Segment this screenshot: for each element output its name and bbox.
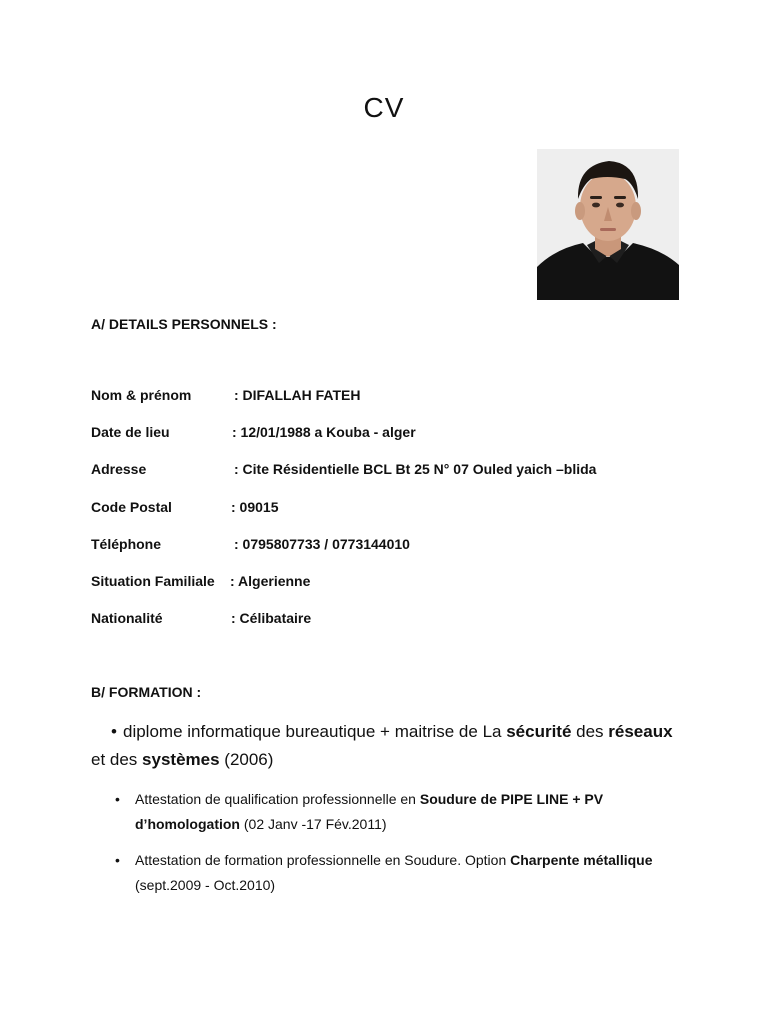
bullet-icon: • [115, 791, 120, 807]
detail-value: : Cite Résidentielle BCL Bt 25 N° 07 Ouled yaich –blida [234, 461, 597, 477]
detail-value: : Célibataire [231, 610, 312, 626]
detail-label: Situation Familiale [91, 573, 215, 589]
formation-text: (2006) [219, 750, 274, 769]
formation-text: Attestation de formation professionnelle en Soudure. Option [135, 852, 511, 868]
formation-item-3 [115, 848, 675, 898]
bullet-icon: • [115, 852, 120, 868]
formation-item-1 [91, 718, 691, 774]
detail-label: Date de lieu [91, 424, 170, 440]
detail-value: : DIFALLAH FATEH [234, 387, 361, 403]
detail-value: : 12/01/1988 a Kouba - alger [232, 424, 416, 440]
detail-value: : 0795807733 / 0773144010 [234, 536, 410, 552]
section-heading-personal-details: A/ DETAILS PERSONNELS : [91, 316, 277, 332]
detail-label: Nom & prénom [91, 387, 192, 403]
formation-bold: réseaux [608, 722, 673, 741]
formation-text: (02 Janv -17 Fév.2011) [239, 816, 387, 832]
formation-text: Attestation de qualification professionnelle en [135, 791, 420, 807]
profile-photo [537, 149, 679, 300]
formation-text: et des [91, 750, 143, 769]
section-heading-formation: B/ FORMATION : [91, 684, 202, 700]
formation-bold: Soudure de PIPE LINE + PV d’homologation [135, 791, 604, 832]
formation-text: (sept.2009 - Oct.2010) [135, 877, 276, 893]
detail-value: : Algerienne [230, 573, 311, 589]
bullet-icon: • [111, 722, 117, 741]
formation-bold: sécurité [506, 722, 572, 741]
formation-text: des [571, 722, 609, 741]
page-title: CV [363, 92, 405, 123]
detail-label: Code Postal [91, 499, 172, 515]
formation-text: diplome informatique bureautique + maitrise de La [123, 722, 507, 741]
formation-bold: systèmes [142, 750, 220, 769]
detail-value: : 09015 [231, 499, 279, 515]
detail-label: Adresse [91, 461, 147, 477]
detail-label: Nationalité [91, 610, 163, 626]
detail-label: Téléphone [91, 536, 162, 552]
formation-item-2 [115, 787, 675, 837]
formation-bold: Charpente métallique [510, 852, 653, 868]
